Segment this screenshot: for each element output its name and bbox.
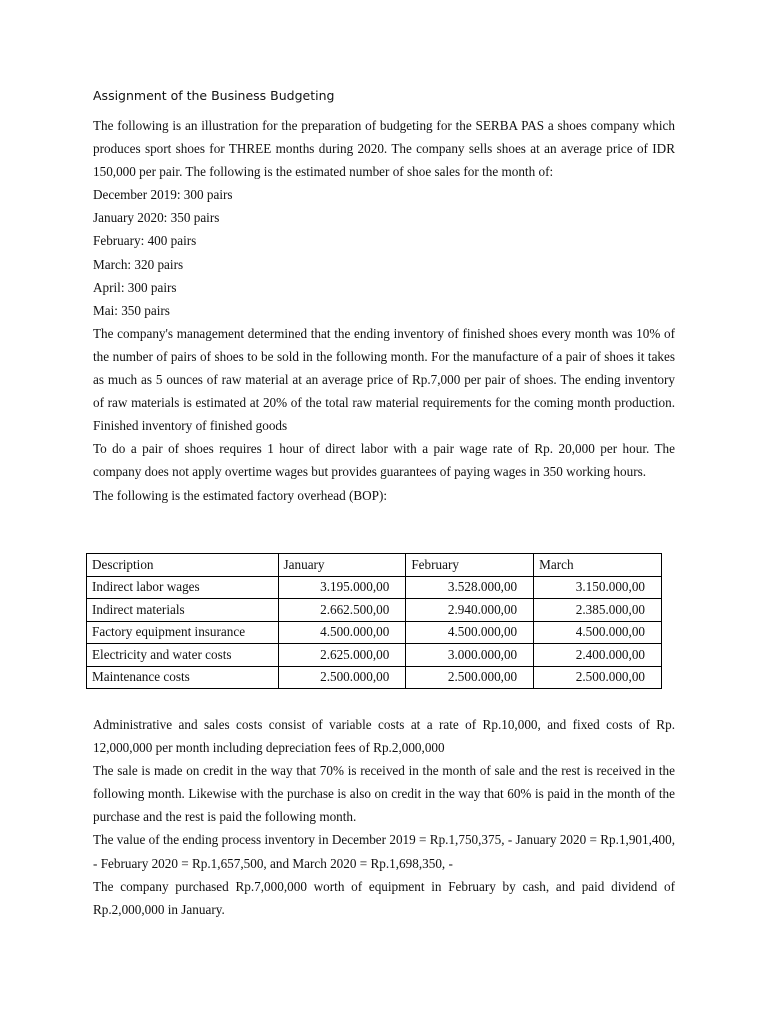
sales-item-mar: March: 320 pairs	[93, 256, 184, 272]
overhead-table	[86, 553, 662, 689]
process-inventory-paragraph: The value of the ending process inventory in December 2019 = Rp.1,750,375, - January 2020 = Rp.1,901,400, - February 2020 = Rp.1,657,500, and March 2020 = Rp.1,698,350, -	[93, 832, 675, 871]
table-cell: 4.500.000,00	[278, 621, 406, 644]
table-header-row	[87, 554, 662, 577]
sales-item-may: Mai: 350 pairs	[93, 302, 170, 318]
table-header-cell: February	[406, 554, 534, 577]
sales-item-jan-2020: January 2020: 350 pairs	[93, 210, 220, 226]
sales-item-feb: February: 400 pairs	[93, 233, 197, 249]
inventory-paragraph: The company's management determined that the ending inventory of finished shoes every month was 10% of the number of pairs of shoes to be sold in the following month. For the manufacture of a pair of shoes it takes as much as 5 ounces of raw material at an average price of Rp.7,000 per pair of shoes. The ending inventory of raw materials is estimated at 20% of the total raw material requirements for the coming month production. Finished inventory of finished goods	[93, 325, 675, 434]
table-cell: Maintenance costs	[87, 666, 279, 689]
table-header-cell: Description	[87, 554, 279, 577]
table-cell: 3.150.000,00	[534, 576, 662, 599]
table-cell: 2.500.000,00	[278, 666, 406, 689]
table-cell: Indirect materials	[87, 599, 279, 622]
table-cell: 2.385.000,00	[534, 599, 662, 622]
table-cell: 3.528.000,00	[406, 576, 534, 599]
document-body-continued	[93, 713, 675, 921]
equipment-dividend-paragraph: The company purchased Rp.7,000,000 worth of equipment in February by cash, and paid dividend of Rp.2,000,000 in January.	[93, 878, 675, 917]
table-row	[87, 599, 662, 622]
labor-paragraph: To do a pair of shoes requires 1 hour of direct labor with a pair wage rate of Rp. 20,000 per hour. The company does not apply overtime wages but provides guarantees of paying wages in 350 working hours.	[93, 441, 675, 480]
sales-item-dec-2019: December 2019: 300 pairs	[93, 187, 233, 203]
table-cell: Indirect labor wages	[87, 576, 279, 599]
table-cell: 3.000.000,00	[406, 644, 534, 667]
table-cell: 2.625.000,00	[278, 644, 406, 667]
document-body	[93, 114, 675, 507]
table-row	[87, 576, 662, 599]
table-cell: 4.500.000,00	[534, 621, 662, 644]
table-row	[87, 644, 662, 667]
table-cell: 2.500.000,00	[534, 666, 662, 689]
table-cell: 3.195.000,00	[278, 576, 406, 599]
table-header-cell: January	[278, 554, 406, 577]
table-cell: Factory equipment insurance	[87, 621, 279, 644]
table-row	[87, 621, 662, 644]
table-cell: 2.662.500,00	[278, 599, 406, 622]
table-cell: 2.500.000,00	[406, 666, 534, 689]
intro-paragraph: The following is an illustration for the preparation of budgeting for the SERBA PAS a shoes company which produces sport shoes for THREE months during 2020. The company sells shoes at an average price of IDR 150,000 per pair. The following is the estimated number of shoe sales for the month of:	[93, 118, 675, 180]
document-heading: Assignment of the Business Budgeting	[93, 88, 335, 103]
table-cell: Electricity and water costs	[87, 644, 279, 667]
table-cell: 2.940.000,00	[406, 599, 534, 622]
overhead-intro: The following is the estimated factory overhead (BOP):	[93, 487, 388, 503]
table-cell: 4.500.000,00	[406, 621, 534, 644]
table-row	[87, 666, 662, 689]
sales-item-apr: April: 300 pairs	[93, 279, 177, 295]
document-page	[93, 86, 675, 507]
credit-terms-paragraph: The sale is made on credit in the way that 70% is received in the month of sale and the rest is received in the following month. Likewise with the purchase is also on credit in the way that 60% is paid in the month of the purchase and the rest is paid the following month.	[93, 763, 675, 825]
table-header-cell: March	[534, 554, 662, 577]
admin-costs-paragraph: Administrative and sales costs consist of variable costs at a rate of Rp.10,000, and fixed costs of Rp. 12,000,000 per month including depreciation fees of Rp.2,000,000	[93, 717, 675, 756]
table-cell: 2.400.000,00	[534, 644, 662, 667]
